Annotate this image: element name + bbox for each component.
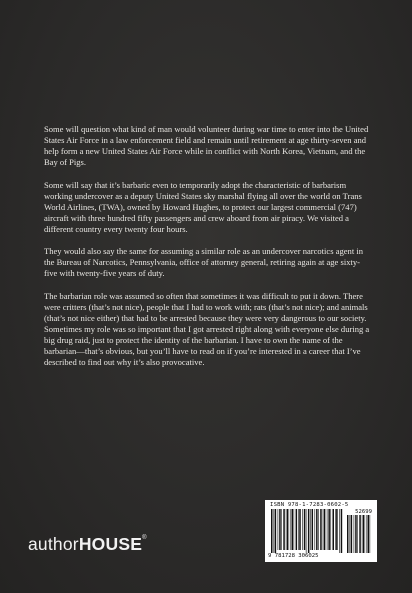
barcode-bar (310, 509, 311, 550)
barcode-bar (271, 509, 273, 553)
barcode-bar (335, 509, 336, 550)
barcode-bar (328, 509, 330, 550)
barcode-bar (359, 515, 361, 553)
barcode-bar (357, 515, 358, 553)
barcode-bar (370, 515, 371, 553)
isbn-barcode (265, 500, 377, 562)
barcode-bar (354, 515, 355, 553)
barcode-bar (292, 509, 294, 550)
barcode-bar (283, 509, 285, 550)
addon-barcode-bars (347, 515, 373, 553)
ean-barcode-bars (271, 509, 343, 553)
barcode-bar (366, 515, 367, 553)
publisher-logo-part1: author (28, 534, 79, 554)
publisher-logo-part2: HOUSE (78, 534, 143, 554)
barcode-bar (304, 509, 306, 550)
barcode-bar (312, 509, 314, 550)
barcode-bar (316, 509, 318, 550)
barcode-bar (330, 509, 331, 550)
barcode-bar (308, 509, 310, 553)
barcode-bar (323, 509, 324, 550)
barcode-bar (299, 509, 301, 550)
ean-digits: 9 781728 306025 (268, 553, 319, 559)
barcode-bar (368, 515, 370, 553)
barcode-bar (351, 515, 353, 553)
barcode-bar (294, 509, 295, 550)
barcode-bar (298, 509, 299, 550)
barcode-bar (290, 509, 291, 550)
barcode-bar (355, 515, 357, 553)
barcode-bar (363, 515, 365, 553)
blurb-paragraph-2: Some will say that it’s barbaric even to temporarily adopt the characteristic of barbarism working undercover as a deputy United States sky marshal flying all over the world on Trans World Airlines, (TWA), owned by Howard Hughes, to protect our largest commercial (747) aircraft with three hundred fifty passengers and crew aboard from air piracy. We visited a different country every twenty four hours. (44, 179, 362, 234)
barcode-bar (315, 509, 316, 550)
barcode-bar (341, 509, 343, 553)
blurb-paragraph-1: Some will question what kind of man would volunteer during war time to enter into the United States Air Force in a law enforcement field and remain until retirement at age thirty-seven and help form a new United States Air Force while in conflict with North Korea, Vietnam, and the Bay of Pigs. (44, 124, 369, 168)
barcode-bar (274, 509, 275, 553)
barcode-bar (347, 515, 349, 553)
barcode-bar (275, 509, 277, 553)
barcode-bar (302, 509, 303, 550)
barcode-bar (333, 509, 335, 550)
barcode-bar (320, 509, 322, 550)
barcode-bar (318, 509, 319, 550)
barcode-bar (324, 509, 326, 550)
barcode-bar (281, 509, 282, 550)
barcode-bar (350, 515, 351, 553)
barcode-bar (279, 509, 281, 550)
back-cover-blurb (44, 124, 370, 380)
barcode-bar (287, 509, 289, 550)
barcode-bar (296, 509, 298, 550)
publisher-logo (28, 534, 147, 555)
blurb-paragraph-4: The barbarian role was assumed so often that sometimes it was difficult to put it down. There were critters (that’s not nice), people that I had to work with; rats (that’s not nice); and animals (that’s not nice either) that had to be arrested because they were very dangerous to our society. Sometimes my role was so important that I got arrested right along with everyone else during a big drug raid, just to protect the identity of the barbarian. I have to own the name of the barbarian—that’s obvious, but you’ll have to read on if you’re interested in a career that I’ve described to find out why it’s also provocative. (44, 290, 370, 368)
barcode-bar (286, 509, 287, 550)
barcode-bar (339, 509, 340, 553)
registered-mark-icon: ® (142, 535, 147, 541)
isbn-label: ISBN 978-1-7283-0602-5 (270, 502, 349, 508)
barcode-bar (278, 509, 279, 550)
barcode-bar (306, 509, 307, 553)
barcode-bar (362, 515, 363, 553)
barcode-bar (336, 509, 338, 550)
barcode-bar (327, 509, 328, 550)
blurb-paragraph-3: They would also say the same for assuming a similar role as an undercover narcotics agent in the Bureau of Narcotics, Pennsylvania, office of attorney general, retiring again at age sixty-five with twenty-five years of duty. (44, 246, 363, 279)
price-code: 52699 (355, 509, 372, 515)
